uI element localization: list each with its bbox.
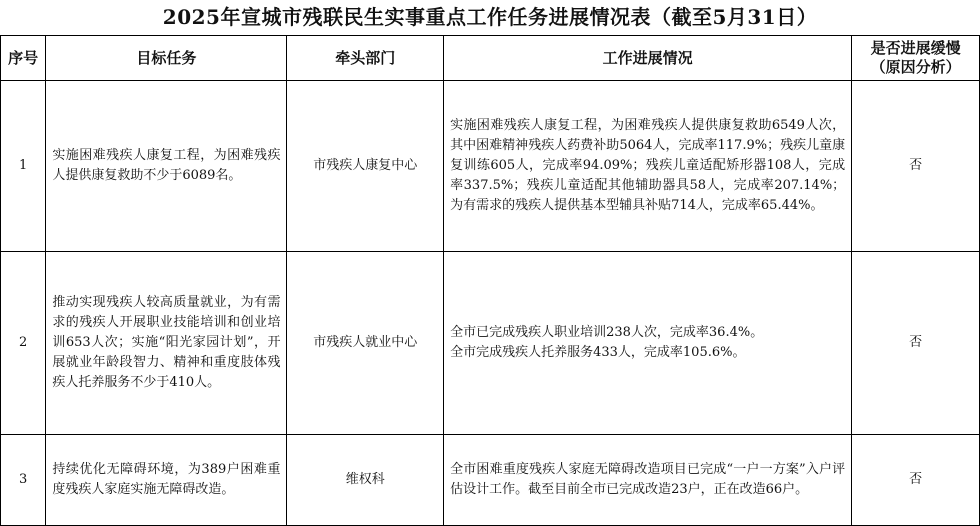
progress-table [0, 35, 980, 526]
header-delayed-line2: （原因分析） [870, 58, 961, 76]
table-row [1, 435, 980, 526]
row-department: 市残疾人就业中心 [287, 252, 444, 435]
header-department: 牵头部门 [287, 36, 444, 81]
header-delayed [852, 36, 980, 81]
table-row [1, 252, 980, 435]
row-index: 1 [1, 81, 46, 252]
row-task: 实施困难残疾人康复工程，为困难残疾人提供康复救助不少于6089名。 [46, 81, 287, 252]
row-progress [444, 252, 852, 435]
header-progress: 工作进展情况 [444, 36, 852, 81]
row-task: 持续优化无障碍环境，为389户困难重度残疾人家庭实施无障碍改造。 [46, 435, 287, 526]
header-index: 序号 [1, 36, 46, 81]
row-index: 3 [1, 435, 46, 526]
row-delayed: 否 [852, 435, 980, 526]
row-index: 2 [1, 252, 46, 435]
page-title: 2025年宣城市残联民生实事重点工作任务进展情况表（截至5月31日） [162, 5, 818, 29]
header-delayed-line1: 是否进展缓慢 [870, 39, 961, 57]
row-progress: 实施困难残疾人康复工程，为困难残疾人提供康复救助6549人次，其中困难精神残疾人药费补助5064人，完成率117.9%；残疾儿童康复训练605人，完成率94.09%；残疾儿童适配矫形器108人，完成率337.5%；残疾儿童适配其他辅助器具58人，完成率207.14%；为有需求的残疾人提供基本型辅具补贴714人，完成率65.44%。 [444, 81, 852, 252]
row-task: 推动实现残疾人较高质量就业，为有需求的残疾人开展职业技能培训和创业培训653人次；实施“阳光家园计划”，开展就业年龄段智力、精神和重度肢体残疾人托养服务不少于410人。 [46, 252, 287, 435]
table-row [1, 81, 980, 252]
row-delayed: 否 [852, 252, 980, 435]
row-progress-line: 全市已完成残疾人职业培训238人次，完成率36.4%。 [450, 325, 764, 340]
row-department: 市残疾人康复中心 [287, 81, 444, 252]
header-task: 目标任务 [46, 36, 287, 81]
table-header-row [1, 36, 980, 81]
row-progress-line: 全市完成残疾人托养服务433人，完成率105.6%。 [450, 345, 746, 360]
row-progress: 全市困难重度残疾人家庭无障碍改造项目已完成“一户一方案”入户评估设计工作。截至目前全市已完成改造23户，正在改造66户。 [444, 435, 852, 526]
row-delayed: 否 [852, 81, 980, 252]
row-department: 维权科 [287, 435, 444, 526]
